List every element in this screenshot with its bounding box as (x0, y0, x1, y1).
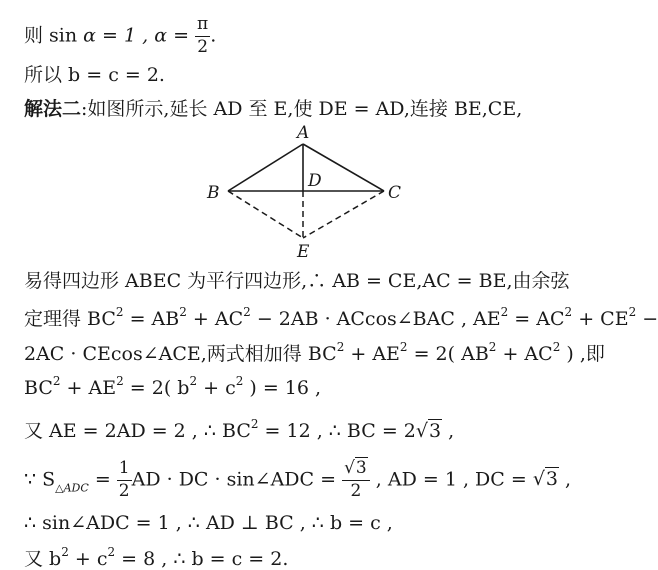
line-10: ∴ sin∠ADC = 1 , ∴ AD ⊥ BC , ∴ b = c , (24, 512, 393, 534)
label-d: D (308, 171, 322, 191)
denominator: 2 (197, 36, 209, 57)
text-run: + AC (186, 308, 244, 330)
denominator: 2 (350, 480, 362, 501)
text-run: ) = 16 , (243, 377, 322, 399)
text-run: α = 1 , α = (83, 24, 196, 47)
text-run: . (210, 24, 217, 47)
text-run: + c (68, 548, 108, 570)
exponent: 2 (52, 374, 61, 388)
text-run: 又 b (24, 548, 62, 570)
text-run: ) ,即 (560, 343, 605, 365)
text-run: 2AC · CEcos∠ACE,两式相加得 BC (24, 343, 337, 365)
line-1 (24, 16, 216, 57)
subscript: △ADC (55, 481, 89, 495)
text-run: 又 AE = 2AD = 2 , ∴ BC (24, 420, 251, 442)
segment-ab (228, 144, 303, 191)
text-run: AD · DC · sin∠ADC = (131, 468, 343, 491)
exponent: 2 (564, 305, 573, 319)
text-run: + c (197, 377, 236, 399)
numerator: π (195, 16, 210, 37)
text-run: + AE (60, 377, 117, 399)
line-11 (24, 546, 288, 569)
text-run: = 2( b (123, 377, 190, 399)
exponent: 2 (500, 305, 509, 319)
fraction-pi-over-2 (195, 16, 210, 57)
text-run: 则 sin (24, 24, 84, 47)
text-run: + CE (572, 308, 629, 330)
exponent: 2 (243, 305, 251, 319)
fraction-1-over-2 (117, 460, 132, 501)
text-run: = 12 , ∴ BC = 2 (258, 420, 416, 442)
exponent: 2 (116, 374, 124, 388)
exponent: 2 (250, 417, 259, 431)
text-run: BC (24, 377, 53, 399)
exponent: 2 (235, 374, 244, 388)
sqrt-3: √3 (532, 468, 559, 491)
text-run: + AE (344, 343, 400, 365)
numerator: 1 (117, 460, 132, 481)
text-run: + AC (496, 343, 553, 365)
text-run: :如图所示,延长 AD 至 E,使 DE = AD,连接 BE,CE, (81, 98, 523, 120)
line-9 (24, 460, 571, 501)
exponent: 2 (336, 340, 345, 354)
sqrt-3: √3 (415, 420, 442, 442)
line-3 (24, 100, 522, 119)
label-a: A (297, 123, 310, 143)
text-run: = 8 , ∴ b = c = 2. (115, 548, 289, 570)
segment-ce-dashed (303, 191, 384, 238)
exponent: 2 (107, 545, 116, 559)
label-e: E (297, 242, 310, 262)
text-run: − 2AB · ACcos∠BAC , AE (250, 308, 501, 330)
text-run: , (442, 420, 455, 442)
line-7 (24, 375, 321, 398)
text-run: , AD = 1 , DC = (369, 468, 533, 491)
radicand: 3 (428, 420, 442, 442)
text-run: = AB (123, 308, 180, 330)
exponent: 2 (189, 374, 198, 388)
radicand: 3 (355, 458, 367, 478)
line-2: 所以 b = c = 2. (24, 64, 165, 86)
exponent: 2 (61, 545, 69, 559)
label-c: C (388, 183, 402, 203)
line-6 (24, 341, 605, 364)
text-run: ∵ S (24, 468, 56, 491)
text-run: = (88, 468, 117, 491)
exponent: 2 (115, 305, 124, 319)
denominator: 2 (118, 480, 130, 501)
exponent: 2 (628, 305, 637, 319)
numerator: √3 (342, 460, 370, 481)
text-run: = 2( AB (407, 343, 489, 365)
method-label: 解法二 (24, 98, 82, 120)
label-b: B (207, 183, 220, 203)
geometry-figure (0, 122, 601, 262)
text-run: 定理得 BC (24, 308, 116, 330)
line-8 (24, 418, 454, 441)
exponent: 2 (552, 340, 561, 354)
text-run: = AC (508, 308, 565, 330)
fraction-sqrt3-over-2 (342, 460, 370, 501)
exponent: 2 (399, 340, 408, 354)
line-4: 易得四边形 ABEC 为平行四边形,∴ AB = CE,AC = BE,由余弦 (24, 270, 570, 292)
exponent: 2 (488, 340, 497, 354)
text-run: , (559, 468, 572, 491)
text-run: − (636, 308, 658, 330)
segment-be-dashed (228, 191, 303, 238)
exponent: 2 (179, 305, 187, 319)
radicand: 3 (545, 468, 559, 491)
line-5 (24, 306, 658, 329)
